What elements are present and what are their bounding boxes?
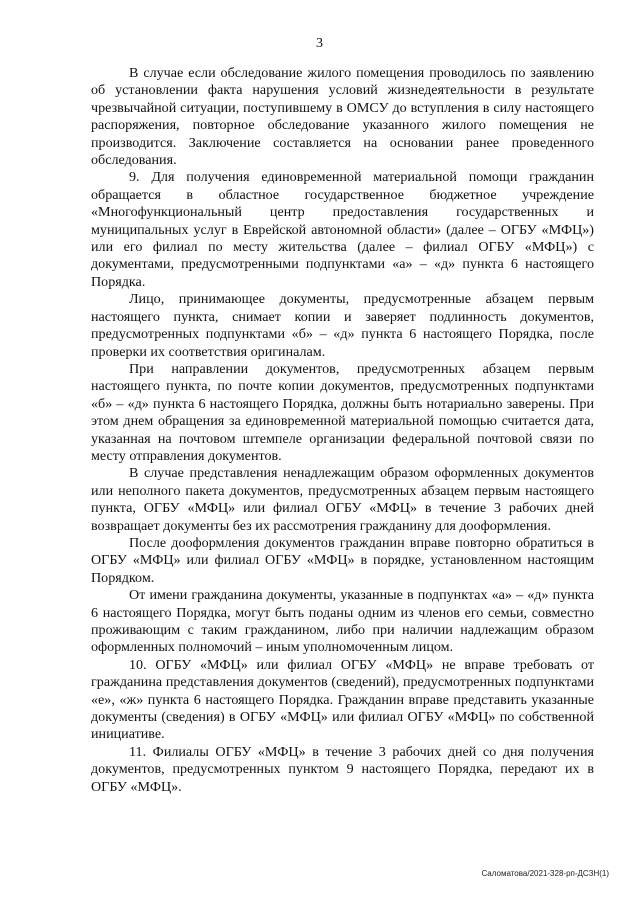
- paragraph-representative: От имени гражданина документы, указанные в подпунктах «а» – «д» пункта 6 настоящего Порядка, могут быть поданы одним из членов его семьи, совместно проживающим с таким гражданином, либо при наличии надлежащим образом оформленных полномочий – иным уполномоченным лицом.: [91, 587, 594, 656]
- paragraph-repeat-inspection: В случае если обследование жилого помещения проводилось по заявлению об установлении факта нарушения условий жизнедеятельности в результате чрезвычайной ситуации, поступившему в ОМСУ до вступления в силу настоящего распоряжения, повторное обследование указанного жилого помещения не производится. Заключение составляется на основании ранее проведенного обследования.: [91, 65, 594, 169]
- paragraph-repeat-application: После дооформления документов гражданин вправе повторно обратиться в ОГБУ «МФЦ» или филиал ОГБУ «МФЦ» в порядке, установленном настоящим Порядком.: [91, 534, 594, 586]
- paragraph-document-acceptance: Лицо, принимающее документы, предусмотренные абзацем первым настоящего пункта, снимает копии и заверяет подлинность документов, предусмотренных подпунктами «б» – «д» пункта 6 настоящего Порядка, после проверки их соответствия оригиналам.: [91, 291, 594, 360]
- paragraph-improper-documents: В случае представления ненадлежащим образом оформленных документов или неполного пакета документов, предусмотренных абзацем первым настоящего пункта, ОГБУ «МФЦ» или филиал ОГБУ «МФЦ» в течение 3 рабочих дней возвращает документы без их рассмотрения гражданину для дооформления.: [91, 465, 594, 534]
- paragraph-item-9: 9. Для получения единовременной материальной помощи гражданин обращается в областное государственное бюджетное учреждение «Многофункциональный центр предоставления государственных и муниципальных услуг в Еврейской автономной области» (далее – ОГБУ «МФЦ») или его филиал по месту жительства (далее – филиал ОГБУ «МФЦ») с документами, предусмотренными подпунктами «а» – «д» пункта 6 настоящего Порядка.: [91, 169, 594, 290]
- document-body: [91, 65, 594, 796]
- page-number: 3: [316, 36, 323, 51]
- paragraph-item-11: 11. Филиалы ОГБУ «МФЦ» в течение 3 рабочих дней со дня получения документов, предусмотренных пунктом 9 настоящего Порядка, передают их в ОГБУ «МФЦ».: [91, 743, 594, 795]
- document-registration-code: Саломатова/2021-328-рп-ДСЗН(1): [481, 869, 609, 878]
- paragraph-postal-submission: При направлении документов, предусмотренных абзацем первым настоящего пункта, по почте копии документов, предусмотренных подпунктами «б» – «д» пункта 6 настоящего Порядка, должны быть нотариально заверены. При этом днем обращения за единовременной материальной помощью считается дата, указанная на почтовом штемпеле организации федеральной почтовой связи по месту отправления документов.: [91, 360, 594, 464]
- paragraph-item-10: 10. ОГБУ «МФЦ» или филиал ОГБУ «МФЦ» не вправе требовать от гражданина представления документов (сведений), предусмотренных подпунктами «е», «ж» пункта 6 настоящего Порядка. Гражданин вправе представить указанные документы (сведения) в ОГБУ «МФЦ» или филиал ОГБУ «МФЦ» по собственной инициативе.: [91, 656, 594, 743]
